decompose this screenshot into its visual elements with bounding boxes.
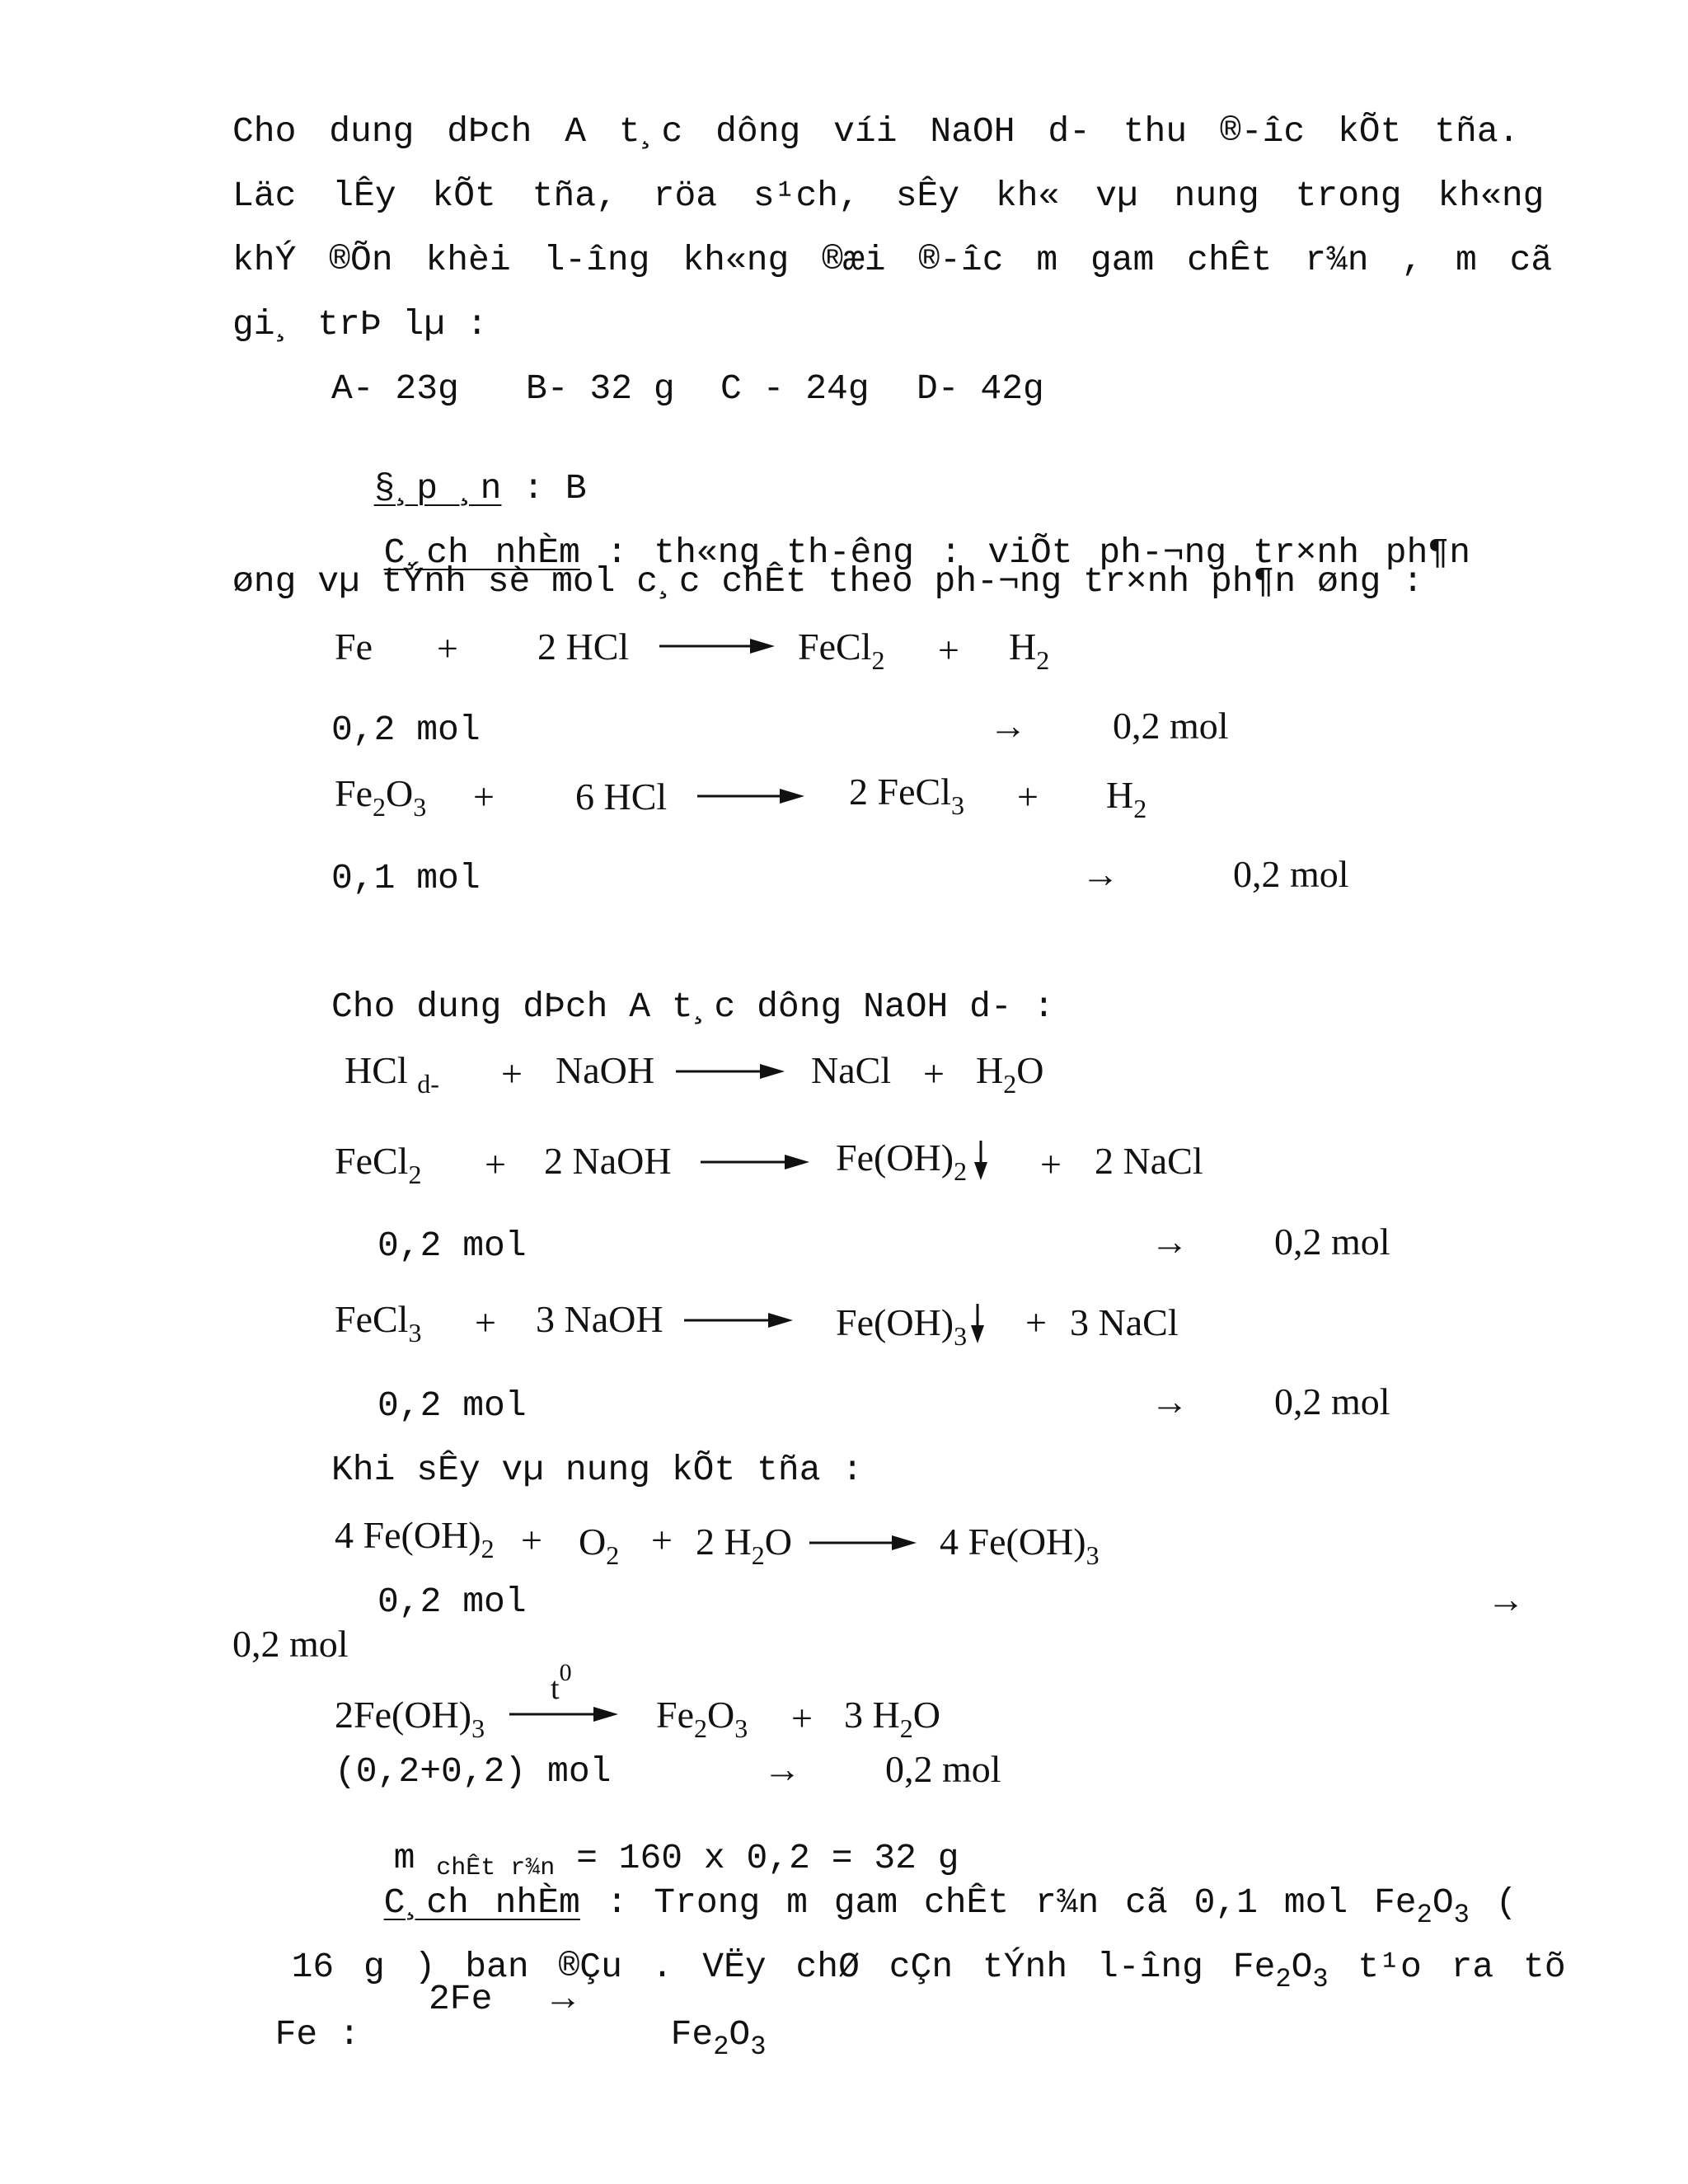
eq6-plus-1: + xyxy=(521,1519,542,1561)
method2-line-2: 16 g ) ban ®Çu . VËy chØ cÇn tÝnh l-îng $Fe_2O_3$ t¹o ra tõ xyxy=(291,1947,1566,1994)
eq1-mol-arrow: → xyxy=(989,705,1027,747)
method1-line-2: øng vµ tÝnh sè mol c¸c chÊt theo ph-¬ng tr×nh ph¶n øng : xyxy=(232,561,1424,602)
method2-line-3-arrow: → xyxy=(544,1975,582,2018)
eq6-arrow xyxy=(809,1533,917,1553)
eq7-arrow xyxy=(509,1704,618,1724)
eq6-mol-right: 0,2 mol xyxy=(232,1623,349,1665)
eq3-arrow xyxy=(676,1062,785,1081)
eq1-mol-left: 0,2 mol xyxy=(331,710,481,750)
eq1-plus-1: + xyxy=(437,627,458,669)
eq1-plus-2: + xyxy=(938,629,959,671)
eq5-product-1: $Fe(OH)_3$ xyxy=(836,1301,968,1351)
mass-subscript: chÊt r¾n xyxy=(436,1854,556,1882)
intro-line-4: gi¸ trÞ lµ : xyxy=(232,304,488,344)
eq4-reactant-1: FeCl$_2$ xyxy=(335,1140,422,1189)
eq1-arrow xyxy=(659,636,775,656)
eq3-product-1: NaCl xyxy=(811,1049,892,1091)
eq2-mol-left: 0,1 mol xyxy=(331,858,481,898)
eq1-product-2: $H_2$ xyxy=(1009,626,1050,675)
eq2-arrow xyxy=(697,786,804,806)
mass-result: = 160 x 0,2 = 32 g xyxy=(555,1838,959,1878)
eq7-mol-right: 0,2 mol xyxy=(885,1748,1001,1790)
intro-line-2: Läc lÊy kÕt tña, röa s¹ch, sÊy kh« vµ nung trong kh«ng xyxy=(232,176,1545,216)
eq4-plus-1: + xyxy=(485,1143,506,1185)
eq6-product-1: 4 $Fe(OH)_3$ xyxy=(940,1521,1100,1570)
eq4-mol-left: 0,2 mol xyxy=(377,1226,527,1266)
eq7-mol-arrow: → xyxy=(763,1748,801,1790)
eq2-reactant-1: $Fe_2O_3$ xyxy=(335,772,427,822)
eq3-reactant-1: HCl $_{d-}$ xyxy=(345,1049,439,1099)
eq1-reactant-1: Fe xyxy=(335,626,373,668)
eq6-plus-2: + xyxy=(651,1519,673,1561)
eq2-product-1: 2 FeCl$_3$ xyxy=(849,771,964,820)
eq5-mol-left: 0,2 mol xyxy=(377,1385,527,1426)
eq5-mol-arrow: → xyxy=(1151,1380,1189,1422)
eq2-mol-arrow: → xyxy=(1081,853,1119,895)
answer-label: §¸p ¸n xyxy=(373,468,502,509)
method1-label: C¸ch nhÈm xyxy=(383,532,580,573)
eq3-product-2: $H_2O$ xyxy=(976,1049,1044,1099)
eq7-product-2: 3 $H_2O$ xyxy=(844,1694,940,1743)
eq7-product-1: $Fe_2O_3$ xyxy=(656,1694,748,1743)
eq5-product-2: 3 NaCl xyxy=(1070,1301,1179,1343)
eq1-product-1: FeCl$_2$ xyxy=(798,626,885,675)
eq2-mol-right: 0,2 mol xyxy=(1233,853,1349,895)
answer-line xyxy=(331,435,587,509)
eq4-down-arrow xyxy=(973,1141,989,1180)
eq4-mol-right: 0,2 mol xyxy=(1274,1221,1390,1263)
eq4-product-1: $Fe(OH)_2$ xyxy=(836,1137,968,1186)
eq5-plus-2: + xyxy=(1025,1301,1047,1343)
option-a: A- 23g xyxy=(331,368,459,409)
eq4-plus-2: + xyxy=(1040,1143,1062,1185)
eq3-plus-1: + xyxy=(501,1052,523,1094)
method2-line-1: C¸ch nhÈm : Trong m gam chÊt r¾n cã 0,1 mol $Fe_2O_3$ ( xyxy=(383,1882,1517,1930)
eq4-arrow xyxy=(701,1152,809,1172)
eq6-reactant-2: $O_2$ xyxy=(579,1521,620,1570)
answer-value: : B xyxy=(501,468,587,509)
method2-label: C¸ch nhÈm xyxy=(383,1882,580,1923)
eq6-reactant-3: 2 $H_2O$ xyxy=(696,1521,792,1570)
eq4-reactant-2: 2 NaOH xyxy=(544,1140,672,1182)
eq1-reactant-2: 2 HCl xyxy=(537,626,630,668)
eq2-plus-1: + xyxy=(473,776,495,818)
eq3-reactant-2: NaOH xyxy=(556,1049,655,1091)
eq1-mol-right: 0,2 mol xyxy=(1113,705,1229,747)
method1-text-1: : th«ng th-êng : viÕt ph-¬ng tr×nh ph¶n xyxy=(579,532,1471,573)
eq2-plus-2: + xyxy=(1017,776,1039,818)
eq5-arrow xyxy=(684,1310,793,1330)
eq5-reactant-1: FeCl$_3$ xyxy=(335,1298,422,1347)
eq2-product-2: $H_2$ xyxy=(1106,774,1147,823)
eq2-reactant-2: 6 HCl xyxy=(575,776,668,818)
method2-line-3: Fe : xyxy=(274,2014,360,2055)
eq7-reactant-1: $2Fe(OH)_3$ xyxy=(335,1694,485,1743)
option-d: D- 42g xyxy=(917,368,1044,409)
intro-line-1: Cho dung dÞch A t¸c dông víi NaOH d- thu ®-îc kÕt tña. xyxy=(232,111,1520,152)
eq5-plus-1: + xyxy=(475,1301,496,1343)
method2-line-3-product: $Fe_2O_3$ xyxy=(670,2014,767,2062)
method1-line-1 xyxy=(331,499,1471,573)
eq5-mol-right: 0,2 mol xyxy=(1274,1380,1390,1422)
heat-intro: Khi sÊy vµ nung kÕt tña : xyxy=(331,1450,864,1490)
option-c: C - 24g xyxy=(720,368,870,409)
option-b: B- 32 g xyxy=(526,368,675,409)
eq7-plus: + xyxy=(791,1697,813,1739)
naoh-intro: Cho dung dÞch A t¸c dông NaOH d- : xyxy=(331,987,1055,1027)
method2-line-3-fe: 2Fe xyxy=(429,1979,493,2019)
eq7-condition: $t^0$ xyxy=(551,1659,572,1706)
eq5-reactant-2: 3 NaOH xyxy=(536,1298,663,1340)
intro-line-3: khÝ ®Õn khèi l-îng kh«ng ®æi ®-îc m gam chÊt r¾n , m cã xyxy=(232,240,1553,280)
eq4-product-2: 2 NaCl xyxy=(1095,1140,1203,1182)
eq7-mol-left: (0,2+0,2) mol xyxy=(335,1751,612,1792)
eq6-reactant-1: 4 $Fe(OH)_2$ xyxy=(335,1514,495,1563)
eq5-down-arrow xyxy=(969,1304,986,1343)
mass-symbol: m xyxy=(393,1838,415,1878)
eq4-mol-arrow: → xyxy=(1151,1221,1189,1263)
eq6-mol-left: 0,2 mol xyxy=(377,1582,527,1622)
eq3-plus-2: + xyxy=(923,1052,945,1094)
eq6-mol-arrow: → xyxy=(1487,1578,1525,1620)
